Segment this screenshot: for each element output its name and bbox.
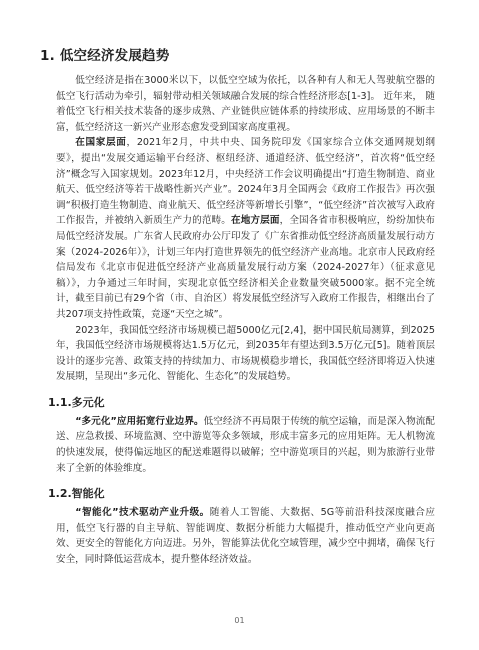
paragraph-definition: 低空经济是指在3000米以下，以低空空域为依托，以各种有人和无人驾驶航空器的低空飞行活动为牵引，辐射带动相关领域融合发展的综合性经济形态[1-3]。 近年来， 随着低空飞行相关技术装备的逐步成熟、产业链供应链体系的持续形成、应用场景的不断丰富，低空经济这一新兴产业形态愈发受到国家高度重视。 — [56, 75, 435, 133]
intelligence-text: 随着人工智能、大数据、5G等前沿科技深度融合应用，低空飞行器的自主导航、智能调度、数据分析能力大幅提升，推动低空产业向更高效、更安全的智能化方向迈进。另外，智能算法优化空域管理，减少空中拥堵，确保飞行安全，同时降低运营成本，提升整体经济效益。 — [56, 507, 435, 566]
lead-national-level: 在国家层面 — [75, 137, 127, 149]
subsection-title-diversification: 1.1.多元化 — [48, 395, 105, 409]
lead-intelligence: “智能化”技术驱动产业升级。 — [75, 507, 210, 519]
paragraph-intelligence — [56, 505, 435, 567]
lead-diversification: “多元化”应用拓宽行业边界。 — [75, 415, 204, 427]
paragraph-market-size: 2023年，我国低空经济市场规模已超5000亿元[2,4]，据中国民航局测算，到2025年，我国低空经济市场规模将达1.5万亿元，到2035年有望达到3.5万亿元[5]。随着顶层设计的逐步完善、政策支持的持续加力、市场规模稳步增长，我国低空经济即将迈入快速发展期，呈现出“多元化、智能化、生态化”的发展趋势。 — [56, 324, 435, 383]
section-title: 1. 低空经济发展趋势 — [40, 48, 170, 64]
policy-text-local: ，全国各省市积极响应，纷纷加快布局低空经济发展。广东省人民政府办公厅印发了《广东省推动低空经济高质量发展行动方案（2024-2026年）》，计划三年内打造世界领先的低空经济产业高地。北京市人民政府经信局发布《北京市促进低空经济产业高质量发展行动方案（2024-2027年）（征求意见稿）》，力争通过三年时间，实现北京低空经济相关企业数量突破5000家。据不完全统计，截至目前已有29个省（市、自治区）将发展低空经济写入政府工作报告，相继出台了共207项支持性政策，竞逐“天空之城”。 — [56, 215, 436, 320]
paragraph-policy — [56, 135, 435, 322]
diversification-text: 低空经济不再局限于传统的航空运输，而是深入物流配送、应急救援、环境监测、空中游览等众多领域，形成丰富多元的应用矩阵。无人机物流的快速发展，使得偏远地区的配送难题得以破解；空中游览项目的兴起，则为旅游行业带来了全新的体验维度。 — [56, 415, 435, 474]
policy-text-national: ，2021年2月，中共中央、国务院印发《国家综合立体交通网规划纲要》，提出“发展交通运输平台经济、枢纽经济、通道经济、低空经济”，首次将“低空经济”概念写入国家规划。2023年12月，中央经济工作会议明确提出“打造生物制造、商业航天、低空经济等若干战略性新兴产业”。2024年3月全国两会《政府工作报告》再次强调“积极打造生物制造、商业航天、低空经济等新增长引擎”，“低空经济”首次被写入政府工作报告，并被纳入新质生产力的范畴。 — [56, 137, 436, 227]
paragraph-diversification — [56, 414, 435, 476]
subsection-title-intelligence: 1.2.智能化 — [48, 487, 105, 501]
page-number: 01 — [234, 616, 245, 625]
lead-local-level: 在地方层面 — [230, 215, 280, 227]
